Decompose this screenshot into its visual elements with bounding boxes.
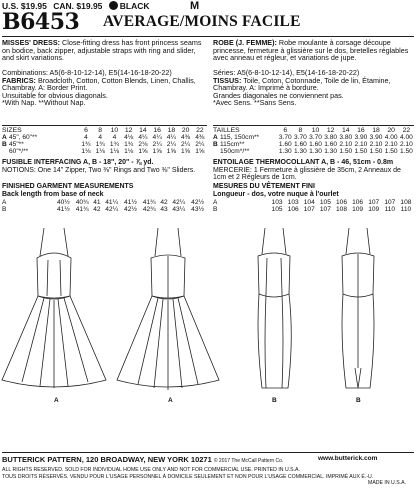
finished-cell: 42	[93, 206, 101, 213]
interfacing-text-en: FUSIBLE INTERFACING A, B - 18", 20" - ⅞ yd.	[2, 159, 154, 166]
view-a-back-drawing	[117, 228, 219, 390]
yardage-cell: 1¾	[95, 141, 105, 148]
pattern-number: B6453	[2, 9, 80, 35]
finished-cell: 41¾	[75, 206, 89, 213]
finished-row	[213, 206, 414, 213]
interfacing-fr	[213, 159, 414, 182]
size-header-cell: 10	[311, 127, 320, 134]
yardage-cell: 1⅛	[124, 148, 134, 155]
yardage-cell: 4¼	[138, 134, 148, 141]
yardage-cell: 2.10	[399, 141, 413, 148]
sizes-header-row	[213, 127, 414, 134]
yardage-cell: 3.90	[369, 134, 383, 141]
finished-cell: 41¾	[142, 199, 156, 206]
yardage-cell: 3.70	[294, 134, 307, 141]
finished-cell: 43¼	[172, 206, 186, 213]
price-can: CAN. $19.95	[53, 1, 103, 11]
finished-cell: 107	[368, 199, 380, 206]
yardage-cell: 1⅝	[166, 148, 176, 155]
sizes-rule-en	[2, 125, 207, 126]
size-header-cell: 14	[342, 127, 350, 134]
yardage-cell: 1⅝	[152, 148, 162, 155]
size-header-cell: 18	[372, 127, 380, 134]
finished-cell: 103	[287, 199, 299, 206]
view-cell: A	[2, 199, 7, 206]
finished-cell: 106	[352, 199, 364, 206]
yardage-cell: 4⅛	[124, 134, 134, 141]
yardage-cell: 2.10	[384, 141, 398, 148]
rights-fr: TOUS DROITS RÉSERVÉS. VENDU POUR L'USAGE PERSONNEL À DOMICILE SEULEMENT ET NON POUR L'USAGE COMMERCIAL. IMPRIMÉ AUX É.-U.	[2, 474, 374, 480]
size-header-cell: 20	[387, 127, 395, 134]
size-header-cell: 14	[139, 127, 147, 134]
yardage-cell: 1.50	[369, 148, 383, 155]
view-cell	[2, 148, 9, 155]
view-cell: B	[2, 141, 7, 148]
finished-cell: 107	[319, 206, 331, 213]
finished-title-en: FINISHED GARMENT MEASUREMENTS	[2, 183, 134, 190]
fabric-width-cell: 45"**	[9, 141, 24, 148]
fabric-width-cell: 60"*/**	[9, 148, 29, 155]
combinations-en: Combinations: A5(6-8-10-12-14), E5(14-16-18-20-22)	[2, 68, 172, 77]
finished-cell: 105	[271, 206, 283, 213]
nap-note-fr: *Avec Sens. **Sans Sens.	[213, 98, 297, 108]
fabric-width-cell: 150cm*/**	[220, 148, 250, 155]
back-length-title-fr: Longueur - dos, votre nuque à l'ourlet	[213, 190, 339, 198]
yardage-cell: 4⅜	[195, 134, 205, 141]
yardage-cell: 1.30	[278, 148, 292, 155]
finished-cell: 108	[400, 199, 412, 206]
fabric-width-cell: 115, 150cm**	[220, 134, 260, 141]
view-b-front-drawing	[258, 228, 291, 388]
yardage-cell: 4.00	[399, 134, 413, 141]
finished-cell: 103	[271, 199, 283, 206]
description-text-en: Close-fitting dress has front princess seams on bodice, back zipper, adjustable straps with ring and slider, and skirt variations.	[2, 38, 202, 63]
finished-cell: 40½	[56, 199, 70, 206]
yardage-cell: 1.30	[309, 148, 322, 155]
yardage-cell: 2.10	[339, 141, 353, 148]
view-label-a-front: A	[54, 397, 59, 404]
notions-text-en: NOTIONS: One 14" Zipper, Two ⅜" Rings and Two ⅜" Sliders.	[2, 166, 196, 174]
size-header-cell: 8	[298, 127, 303, 134]
description-fr	[213, 39, 413, 62]
yardage-cell: 4¼	[166, 134, 176, 141]
finished-row	[2, 199, 207, 206]
fabric-width-cell: 115cm**	[220, 141, 245, 148]
size-header-cell: 18	[167, 127, 176, 134]
size-header-cell: 12	[326, 127, 335, 134]
finished-cell: 107	[303, 206, 315, 213]
fabrics-en	[2, 69, 207, 107]
finished-cell: 42¼	[172, 199, 186, 206]
yardage-cell: 3.80	[324, 134, 338, 141]
yardage-cell: 1.60	[294, 141, 307, 148]
yardage-cell: 3.90	[354, 134, 368, 141]
yardage-row	[2, 134, 207, 141]
yardage-cell: 1.50	[399, 148, 413, 155]
fabrics-title-en: FABRICS:	[2, 75, 36, 85]
yardage-cell: 2¼	[152, 141, 162, 148]
finished-table-en	[2, 199, 207, 213]
sizes-rule-fr	[213, 125, 414, 126]
finished-cell: 104	[303, 199, 315, 206]
size-header-cell: 22	[196, 127, 204, 134]
yardage-cell: 4.00	[384, 134, 398, 141]
yardage-cell: 1⅛	[109, 148, 120, 155]
view-label-b-back: B	[356, 397, 361, 404]
yardage-cell: 1.50	[339, 148, 353, 155]
view-b-back-drawing	[342, 228, 374, 388]
description-title-fr: ROBE (J. FEMME):	[213, 38, 277, 47]
finished-cell: 42	[160, 199, 168, 206]
yardage-row	[2, 148, 207, 155]
size-header-cell: 10	[110, 127, 119, 134]
finished-cell: 109	[368, 206, 380, 213]
yardage-cell: 1.50	[354, 148, 368, 155]
view-cell: B	[2, 206, 7, 213]
yardage-cell: 1¾	[124, 141, 134, 148]
yardage-row	[213, 134, 414, 141]
yardage-cell: 1.60	[309, 141, 322, 148]
finished-cell: 110	[384, 206, 396, 213]
technical-drawings	[0, 218, 416, 450]
yardage-cell: 2.10	[369, 141, 383, 148]
finished-cell: 109	[352, 206, 364, 213]
yardage-cell: 1.50	[384, 148, 398, 155]
skill-level: AVERAGE/MOINS FACILE	[103, 13, 301, 30]
finished-cell: 43	[160, 206, 168, 213]
yardage-row	[2, 141, 207, 148]
yardage-cell: 1.30	[294, 148, 307, 155]
finished-cell: 105	[319, 199, 331, 206]
fabrics-title-fr: TISSUS:	[213, 75, 242, 85]
back-length-title-en: Back length from base of neck	[2, 190, 104, 198]
finished-cell: 41½	[124, 199, 137, 206]
nap-note-en: *With Nap. **Without Nap.	[2, 98, 86, 108]
size-header-cell: 20	[181, 127, 190, 134]
fabrics-text-en: Broadcloth, Cotton, Cotton Blends, Linen, Challis, Chambray. A: Border Print.	[2, 75, 196, 93]
sizes-header-row	[2, 127, 207, 134]
finished-row	[2, 206, 207, 213]
finished-cell: 43½	[191, 206, 204, 213]
finished-table-fr	[213, 199, 414, 213]
view-cell: A	[213, 134, 218, 141]
unsuitable-en: Unsuitable for obvious diagonals.	[2, 90, 108, 100]
yardage-cell: 2¼	[195, 141, 205, 148]
finished-row	[213, 199, 414, 206]
yardage-cell: 4	[112, 134, 117, 141]
finished-cell: 110	[400, 206, 412, 213]
yardage-cell: 1¾	[109, 141, 120, 148]
size-header-cell: 6	[84, 127, 88, 134]
yardage-cell: 1⅛	[95, 148, 105, 155]
description-en	[2, 39, 207, 62]
finished-title-fr: MESURES DU VÊTEMENT FINI	[213, 183, 315, 190]
view-cell: B	[213, 141, 218, 148]
yardage-cell: 4⅜	[181, 134, 191, 141]
finished-cell: 42¾	[142, 206, 156, 213]
finished-cell: 107	[384, 199, 396, 206]
view-cell	[213, 148, 220, 155]
copyright: © 2017 The McCall Pattern Co.	[213, 458, 284, 464]
size-header-cell: 16	[357, 127, 365, 134]
yardage-cell: 4	[84, 134, 88, 141]
yardage-cell: 1.60	[324, 141, 338, 148]
finished-cell: 106	[287, 206, 299, 213]
size-header-cell: 12	[124, 127, 133, 134]
size-header-cell: 22	[402, 127, 411, 134]
yardage-cell: 3.70	[278, 134, 292, 141]
footer-company	[2, 455, 283, 464]
size-mark: M	[190, 0, 200, 12]
header-rule	[2, 36, 414, 37]
company-address: BUTTERICK PATTERN, 120 BROADWAY, NEW YORK 10271	[2, 455, 212, 464]
yardage-cell: 1⅝	[138, 148, 148, 155]
interfacing-text-fr: ENTOILAGE THERMOCOLLANT A, B - 46, 51cm - 0.8m	[213, 159, 394, 166]
size-header-cell: 6	[283, 127, 288, 134]
finished-cell: 42½	[124, 206, 137, 213]
yardage-cell: 2⅛	[138, 141, 148, 148]
yardage-cell: 3.80	[339, 134, 353, 141]
unsuitable-fr: Grandes diagonales ne conviennent pas.	[213, 90, 344, 100]
website-link[interactable]: www.butterick.com	[318, 455, 378, 462]
description-title-en: MISSES' DRESS:	[2, 38, 61, 47]
footer-rule	[2, 452, 414, 453]
price-us: U.S. $19.95	[2, 1, 47, 11]
rights-en: ALL RIGHTS RESERVED. SOLD FOR INDIVIDUAL HOME USE ONLY AND NOT FOR COMMERCIAL USE. PRINTED IN U.S.A.	[2, 467, 300, 473]
finished-cell: 41½	[56, 206, 70, 213]
view-a-front-drawing	[2, 228, 106, 388]
size-header-cell: 16	[153, 127, 161, 134]
notions-text-fr: MERCERIE: 1 Fermeture à glissière de 35cm, 2 Anneaux de 1cm et 2 Régleurs de 1cm.	[213, 166, 401, 182]
yardage-cell: 1¾	[81, 141, 91, 148]
description-text-fr: Robe moulante à corsage découpe princesse, fermeture à glissière sur le dos, bretelles réglables avec anneau et régleur, et variations de jupe.	[213, 38, 409, 63]
yardage-table-fr	[213, 127, 414, 155]
yardage-row	[213, 148, 414, 155]
view-label-a-back: A	[168, 397, 173, 404]
finished-measurements-fr	[213, 183, 414, 198]
view-cell: A	[213, 199, 218, 206]
yardage-cell: 4¼	[152, 134, 162, 141]
finished-measurements-en	[2, 183, 207, 198]
color-dot-icon	[109, 1, 118, 10]
finished-cell: 106	[335, 199, 347, 206]
yardage-row	[213, 141, 414, 148]
yardage-cell: 2¼	[181, 141, 191, 148]
yardage-cell: 3.70	[309, 134, 322, 141]
yardage-cell: 1⅝	[195, 148, 205, 155]
sizes-label: TAILLES	[213, 127, 240, 134]
finished-cell: 40¾	[75, 199, 89, 206]
yardage-cell: 1.30	[324, 148, 338, 155]
sizes-label: SIZES	[2, 127, 22, 134]
finished-cell: 108	[335, 206, 347, 213]
yardage-cell: 1⅛	[81, 148, 91, 155]
fabrics-fr	[213, 69, 413, 107]
combinations-fr: Séries: A5(6-8-10-12-14), E5(14-16-18-20-22)	[213, 68, 360, 77]
finished-cell: 42¼	[105, 206, 119, 213]
fabrics-text-fr: Toile, Coton, Cotonnade, Toile de lin, Étamine, Chambray. A: Imprimé à bordure.	[213, 75, 391, 93]
color-word: BLACK	[119, 1, 150, 11]
yardage-cell: 1.60	[278, 141, 292, 148]
fabric-width-cell: 45", 60"**	[9, 134, 38, 141]
view-cell: A	[2, 134, 7, 141]
yardage-cell: 4	[98, 134, 103, 141]
yardage-cell: 1⅝	[181, 148, 191, 155]
yardage-cell: 2¼	[166, 141, 176, 148]
interfacing-en	[2, 159, 207, 174]
view-cell: B	[213, 206, 218, 213]
yardage-cell: 2.10	[354, 141, 368, 148]
made-in: MADE IN U.S.A.	[368, 480, 407, 486]
finished-cell: 41¼	[105, 199, 119, 206]
finished-cell: 41	[93, 199, 101, 206]
size-header-cell: 8	[98, 127, 103, 134]
finished-cell: 42½	[191, 199, 204, 206]
view-label-b-front: B	[272, 397, 277, 404]
yardage-table-en	[2, 127, 207, 155]
